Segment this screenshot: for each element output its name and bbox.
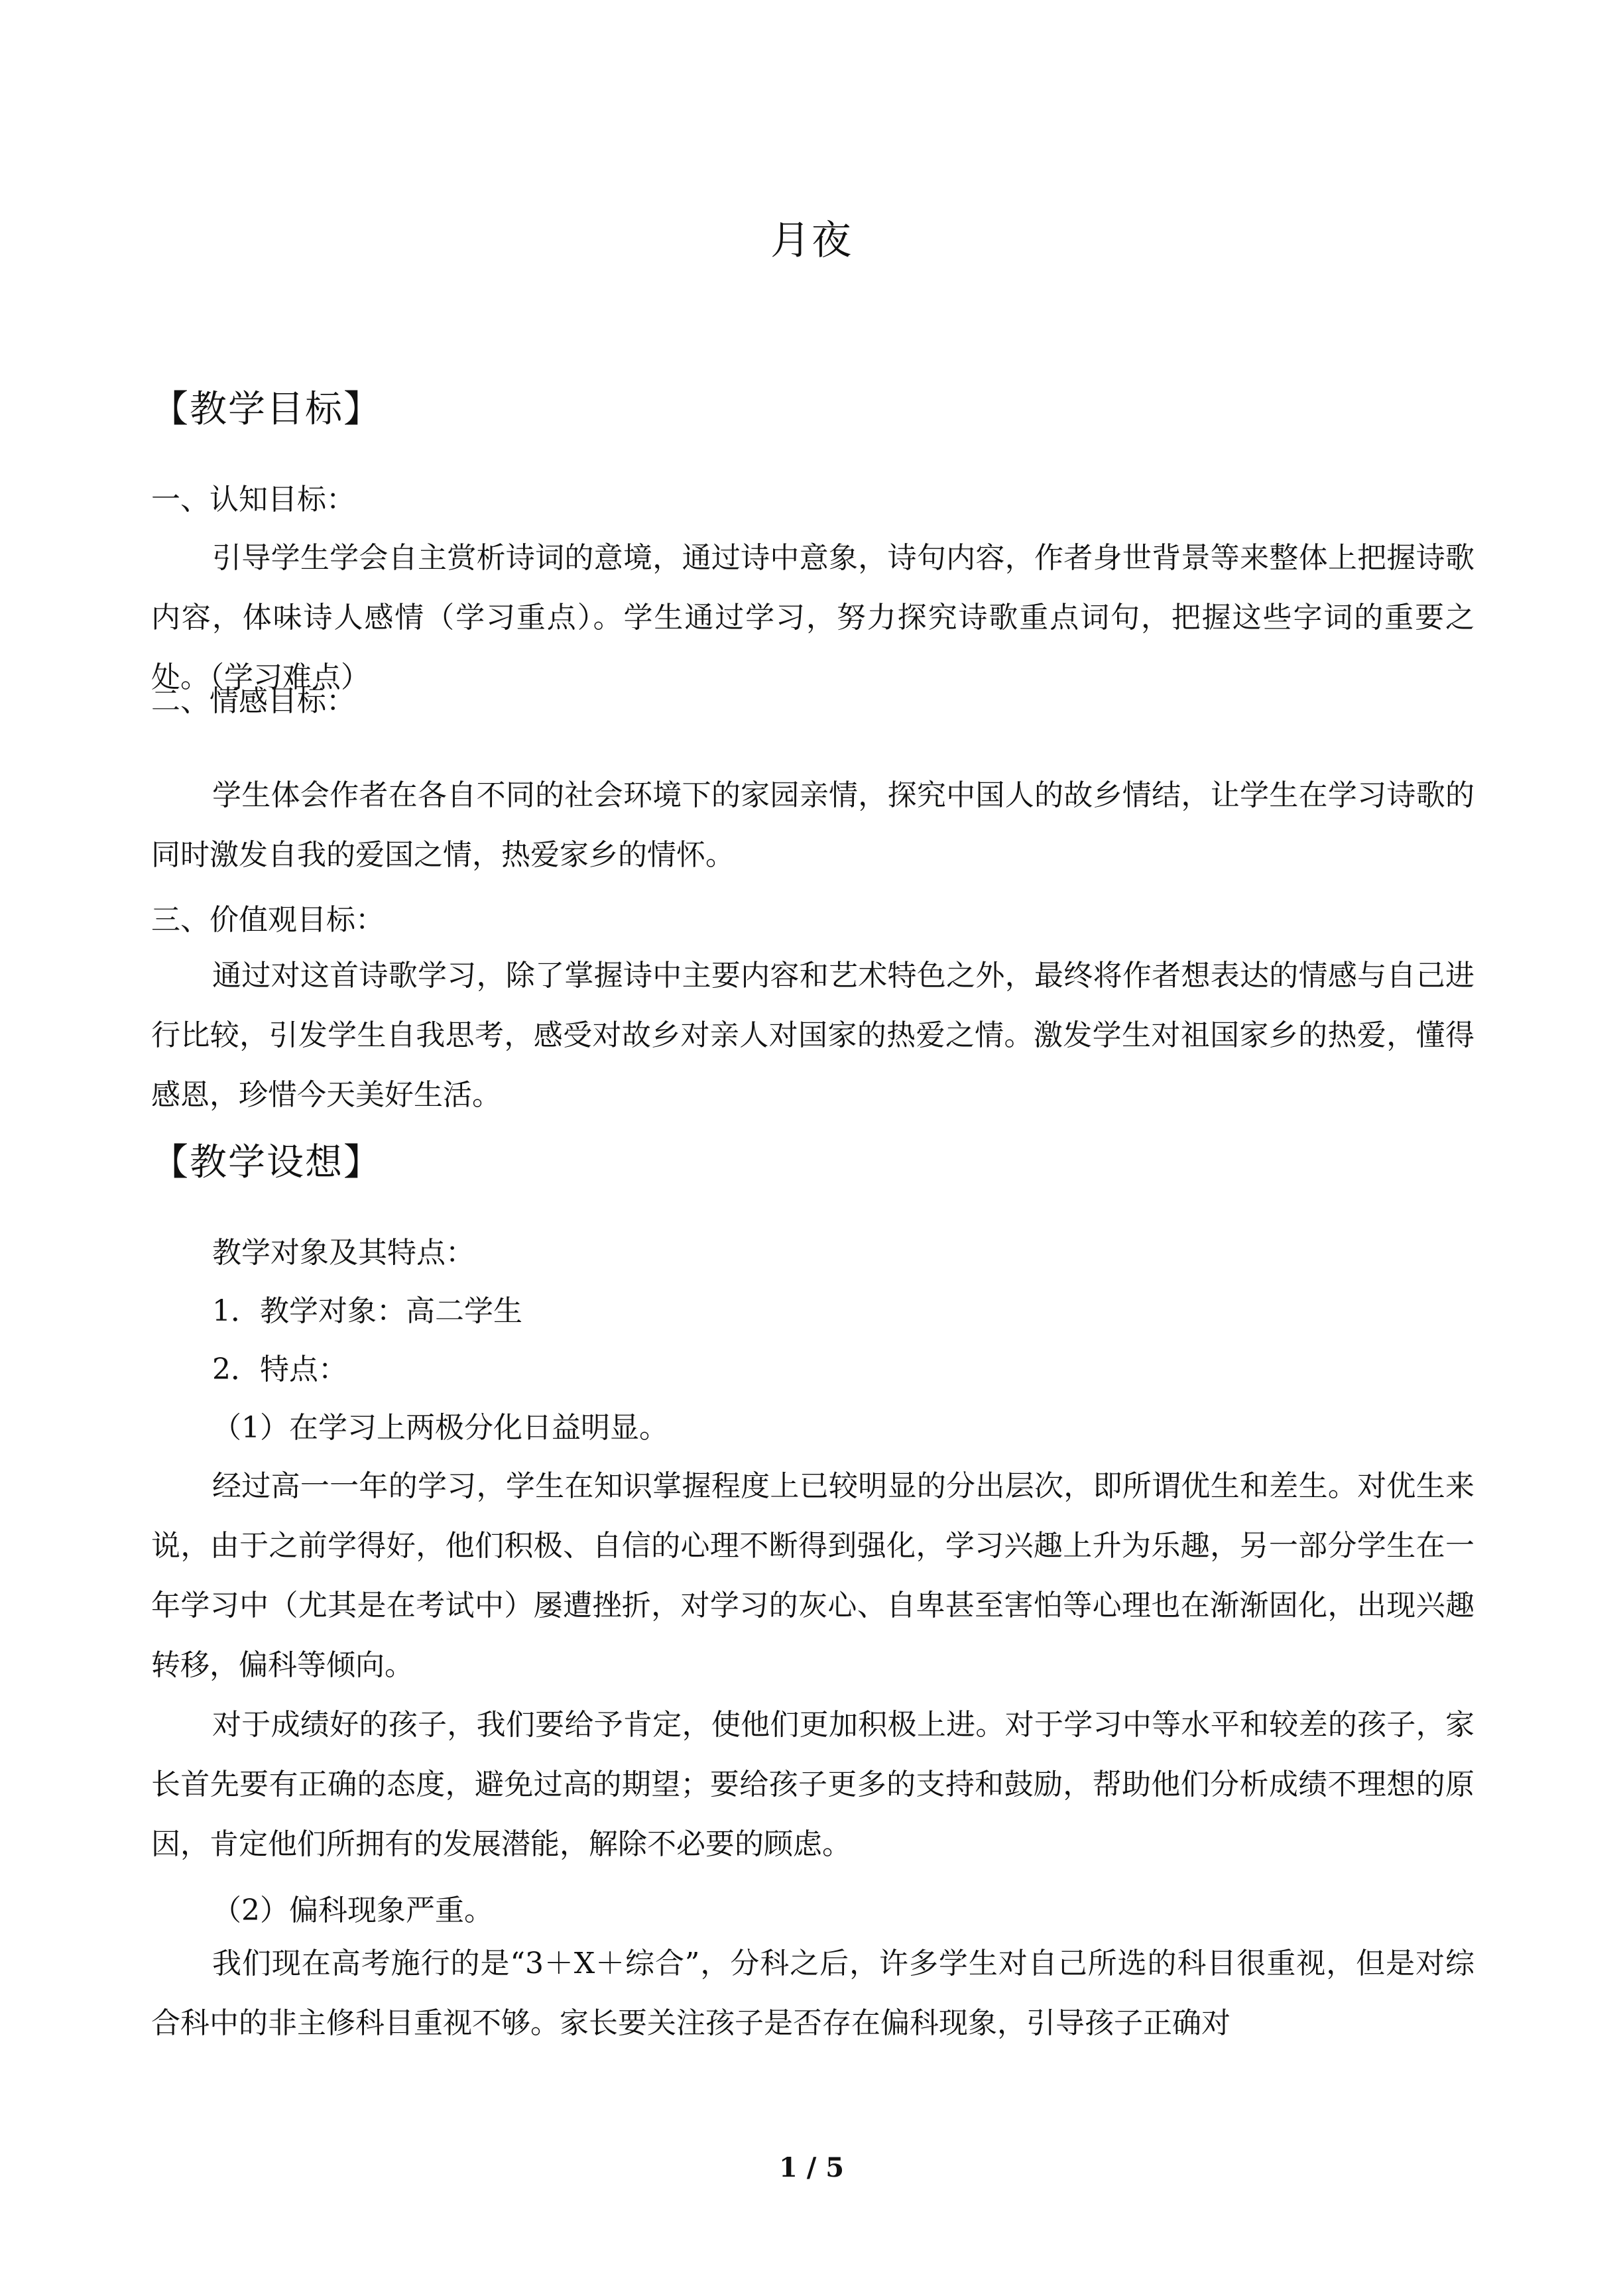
values-goal-text: 通过对这首诗歌学习，除了掌握诗中主要内容和艺术特色之外，最终将作者想表达的情感与自己进行比较，引发学生自我思考，感受对故乡对亲人对国家的热爱之情。激发学生对祖国家乡的热爱，懂得感恩，珍惜今天美好生活。: [151, 959, 1474, 1112]
design-item-1: 1．教学对象：高二学生: [212, 1294, 522, 1328]
values-goal-label: 三、价值观目标：: [151, 903, 385, 937]
section-heading-teaching-goals: 【教学目标】: [151, 388, 382, 431]
design-paragraph-1: 经过高一一年的学习，学生在知识掌握程度上已较明显的分出层次，即所谓优生和差生。对优生来说，由于之前学得好，他们积极、自信的心理不断得到强化，学习兴趣上升为乐趣，另一部分学生在一年学习中（尤其是在考试中）屡遭挫折，对学习的灰心、自卑甚至害怕等心理也在渐渐固化，出现兴趣转移，偏科等倾向。: [151, 1469, 1474, 1682]
section-heading-teaching-design: 【教学设想】: [151, 1141, 382, 1184]
emotion-goal-text: 学生体会作者在各自不同的社会环境下的家园亲情，探究中国人的故乡情结，让学生在学习诗歌的同时激发自我的爱国之情，热爱家乡的情怀。: [151, 778, 1474, 872]
cognitive-goal-label: 一、认知目标：: [151, 483, 355, 516]
cognitive-goal-text: 引导学生学会自主赏析诗词的意境，通过诗中意象，诗句内容，作者身世背景等来整体上把握诗歌内容，体味诗人感情（学习重点）。学生通过学习，努力探究诗歌重点词句，把握这些字词的重要之处。（学习难点）: [151, 541, 1474, 694]
design-point-2: （2）偏科现象严重。: [212, 1894, 493, 1927]
design-item-2: 2．特点：: [212, 1353, 347, 1386]
document-title: 月夜: [770, 217, 853, 264]
design-intro: 教学对象及其特点：: [212, 1236, 475, 1270]
design-point-1: （1）在学习上两极分化日益明显。: [212, 1411, 668, 1445]
emotion-goal-label: 二、情感目标：: [151, 684, 355, 718]
design-paragraph-3: 我们现在高考施行的是“3＋X＋综合”，分科之后，许多学生对自己所选的科目很重视，但是对综合科中的非主修科目重视不够。家长要关注孩子是否存在偏科现象，引导孩子正确对: [151, 1947, 1474, 2040]
page-number: 1 / 5: [778, 2152, 845, 2183]
design-paragraph-2: 对于成绩好的孩子，我们要给予肯定，使他们更加积极上进。对于学习中等水平和较差的孩子，家长首先要有正确的态度，避免过高的期望；要给孩子更多的支持和鼓励，帮助他们分析成绩不理想的原因，肯定他们所拥有的发展潜能，解除不必要的顾虑。: [151, 1708, 1474, 1861]
